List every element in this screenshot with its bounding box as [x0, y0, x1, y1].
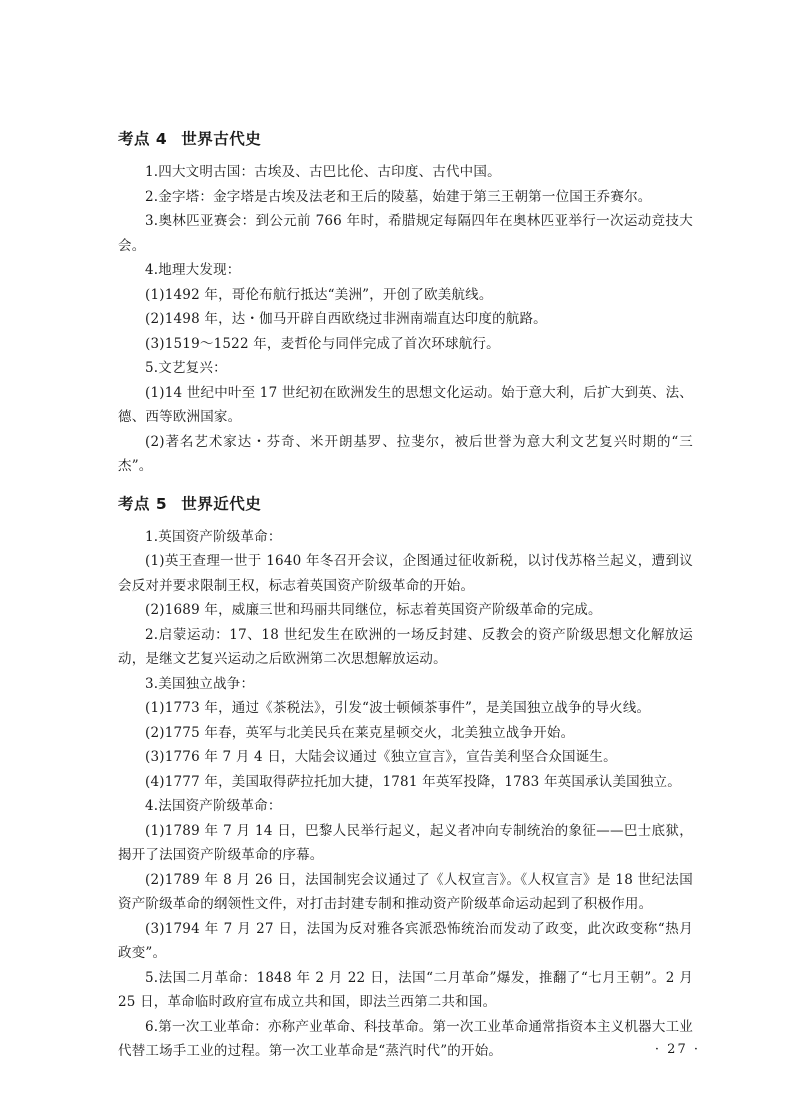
paragraph: (3)1776 年 7 月 4 日，大陆会议通过《独立宣言》，宣告美利坚合众国诞生。	[145, 749, 617, 765]
paragraph: 4.地理大发现：	[145, 262, 241, 278]
paragraph: 5.法国二月革命：1848 年 2 月 22 日，法国“二月革命”爆发，推翻了“七月王朝”。2 月 25 日，革命临时政府宣布成立共和国，即法兰西第二共和国。	[118, 969, 693, 1010]
paragraph: 6.第一次工业革命：亦称产业革命、科技革命。第一次工业革命通常指资本主义机器大工业代替工场手工业的过程。第一次工业革命是“蒸汽时代”的开始。	[118, 1018, 693, 1059]
section-title: 世界近代史	[181, 494, 262, 513]
paragraph: 4.法国资产阶级革命：	[145, 798, 282, 814]
section-heading	[118, 493, 693, 515]
paragraph: (1)1492 年，哥伦布航行抵达“美洲”，开创了欧美航线。	[145, 286, 493, 303]
paragraph: 1.英国资产阶级革命：	[145, 528, 282, 545]
paragraph: 3.奥林匹亚赛会：到公元前 766 年时，希腊规定每隔四年在奥林匹亚举行一次运动竞技大会。	[118, 213, 693, 254]
page-content	[118, 128, 693, 1064]
paragraph: (3)1794 年 7 月 27 日，法国为反对雅各宾派恐怖统治而发动了政变，此次政变称“热月政变”。	[118, 920, 693, 961]
paragraph: (2)著名艺术家达・芬奇、米开朗基罗、拉斐尔，被后世誉为意大利文艺复兴时期的“三杰”。	[118, 433, 693, 474]
paragraph: 2.金字塔：金字塔是古埃及法老和王后的陵墓，始建于第三王朝第一位国王乔赛尔。	[145, 188, 652, 205]
paragraph: 3.美国独立战争：	[145, 675, 255, 692]
paragraph: (3)1519～1522 年，麦哲伦与同伴完成了首次环球航行。	[145, 335, 500, 352]
paragraph: (2)1775 年春，英军与北美民兵在莱克星顿交火，北美独立战争开始。	[145, 724, 575, 741]
paragraph: (1)英王查理一世于 1640 年冬召开会议，企图通过征收新税，以讨伐苏格兰起义，遭到议会反对并要求限制王权，标志着英国资产阶级革命的开始。	[118, 553, 693, 594]
paragraph: (1)1773 年，通过《茶税法》，引发“波士顿倾茶事件”，是美国独立战争的导火线。	[145, 700, 651, 716]
paragraph: (4)1777 年，美国取得萨拉托加大捷，1781 年英军投降，1783 年英国承认美国独立。	[145, 773, 681, 790]
paragraph: (2)1789 年 8 月 26 日，法国制宪会议通过了《人权宣言》。《人权宣言》是 18 世纪法国资产阶级革命的纲领性文件，对打击封建专制和推动资产阶级革命运动起到了积极作用。	[118, 871, 693, 912]
section-ancient-history	[118, 128, 693, 479]
section-label: 考点 5	[118, 494, 168, 513]
paragraph: (2)1498 年，达・伽马开辟自西欧绕过非洲南端直达印度的航路。	[145, 311, 547, 327]
paragraph: 1.四大文明古国：古埃及、古巴比伦、古印度、古代中国。	[145, 164, 501, 180]
paragraph: (1)14 世纪中叶至 17 世纪初在欧洲发生的思想文化运动。始于意大利，后扩大到英、法、德、西等欧洲国家。	[118, 384, 693, 425]
paragraph: (1)1789 年 7 月 14 日，巴黎人民举行起义，起义者冲向专制统治的象征——巴士底狱，揭开了法国资产阶级革命的序幕。	[118, 822, 693, 863]
section-heading	[118, 128, 693, 150]
paragraph: (2)1689 年，威廉三世和玛丽共同继位，标志着英国资产阶级革命的完成。	[145, 602, 602, 618]
section-label: 考点 4	[118, 130, 168, 148]
paragraph: 5.文艺复兴：	[145, 360, 227, 376]
section-title: 世界古代史	[181, 130, 262, 148]
page-number: · 27 ·	[654, 1042, 700, 1057]
section-modern-history	[118, 493, 693, 1064]
paragraph: 2.启蒙运动：17、18 世纪发生在欧洲的一场反封建、反教会的资产阶级思想文化解放运动，是继文艺复兴运动之后欧洲第二次思想解放运动。	[118, 626, 693, 667]
